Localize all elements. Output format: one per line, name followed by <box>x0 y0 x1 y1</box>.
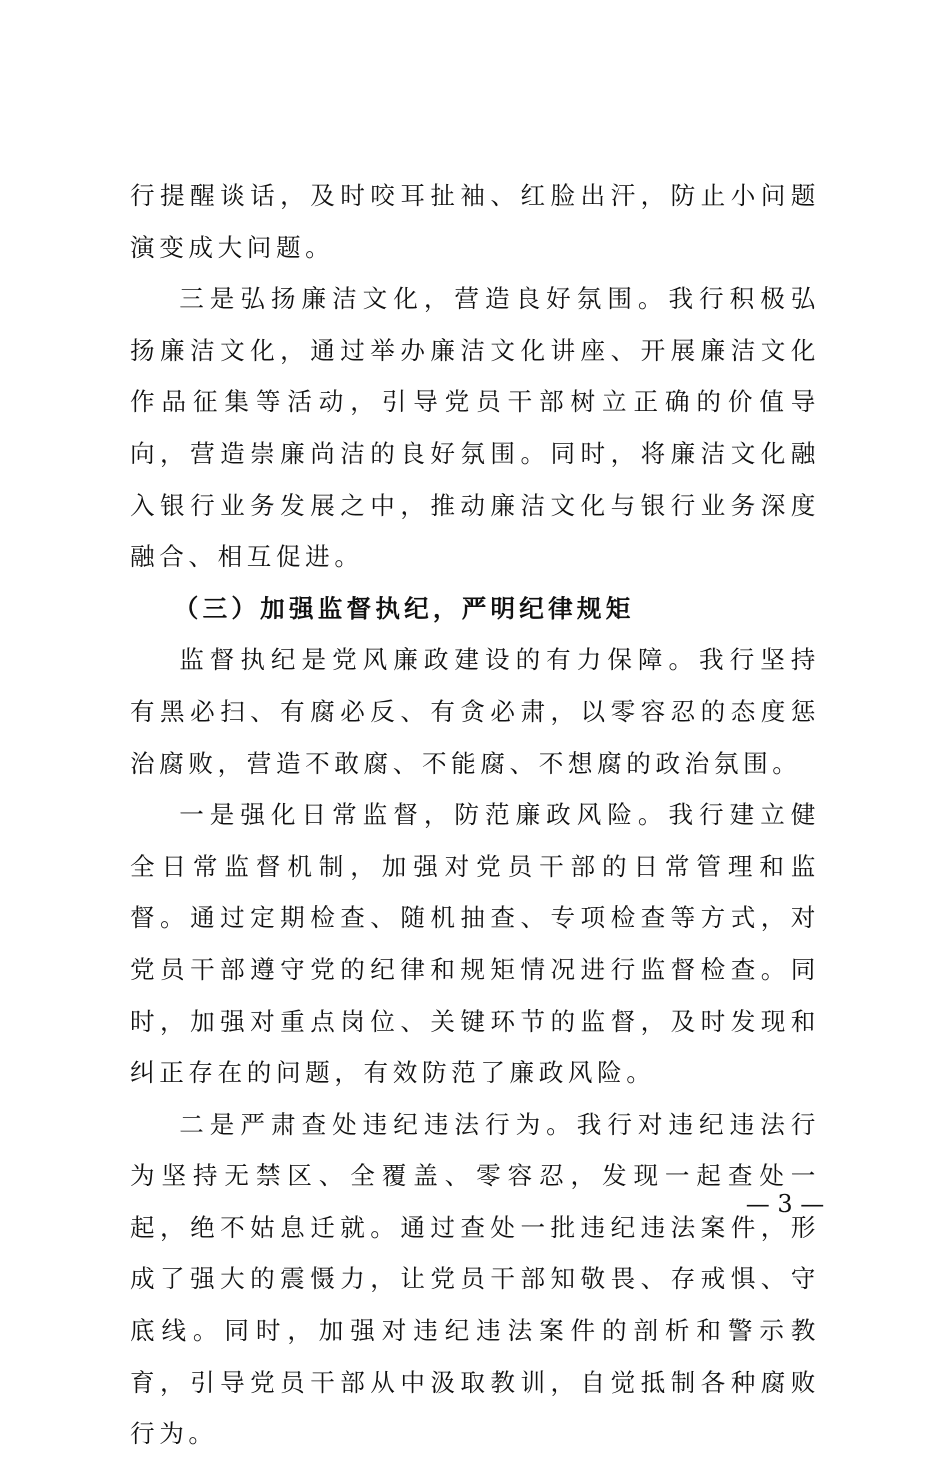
paragraph-investigation: 二是严肃查处违纪违法行为。我行对违纪违法行为坚持无禁区、全覆盖、零容忍，发现一起查处一起，绝不姑息迁就。通过查处一批违纪违法案件，形成了强大的震慑力，让党员干部知敬畏、存戒惧、守底线。同时，加强对违纪违法案件的剖析和警示教育，引导党员干部从中汲取教训，自觉抵制各种腐败行为。 <box>130 1109 820 1449</box>
paragraph-continuation: 行提醒谈话，及时咬耳扯袖、红脸出汗，防止小问题演变成大问题。 <box>130 181 820 262</box>
document-body <box>130 170 820 1460</box>
paragraph-integrity-culture: 三是弘扬廉洁文化，营造良好氛围。我行积极弘扬廉洁文化，通过举办廉洁文化讲座、开展廉洁文化作品征集等活动，引导党员干部树立正确的价值导向，营造崇廉尚洁的良好氛围。同时，将廉洁文化融入银行业务发展之中，推动廉洁文化与银行业务深度融合、相互促进。 <box>130 284 820 572</box>
paragraph-supervision-intro: 监督执纪是党风廉政建设的有力保障。我行坚持有黑必扫、有腐必反、有贪必肃，以零容忍的态度惩治腐败，营造不敢腐、不能腐、不想腐的政治氛围。 <box>130 645 820 778</box>
paragraph-daily-supervision: 一是强化日常监督，防范廉政风险。我行建立健全日常监督机制，加强对党员干部的日常管理和监督。通过定期检查、随机抽查、专项检查等方式，对党员干部遵守党的纪律和规矩情况进行监督检查。同时，加强对重点岗位、关键环节的监督，及时发现和纠正存在的问题，有效防范了廉政风险。 <box>130 800 820 1088</box>
page-number: — 3 — <box>745 1190 825 1218</box>
section-heading: （三）加强监督执纪，严明纪律规矩 <box>173 593 635 623</box>
